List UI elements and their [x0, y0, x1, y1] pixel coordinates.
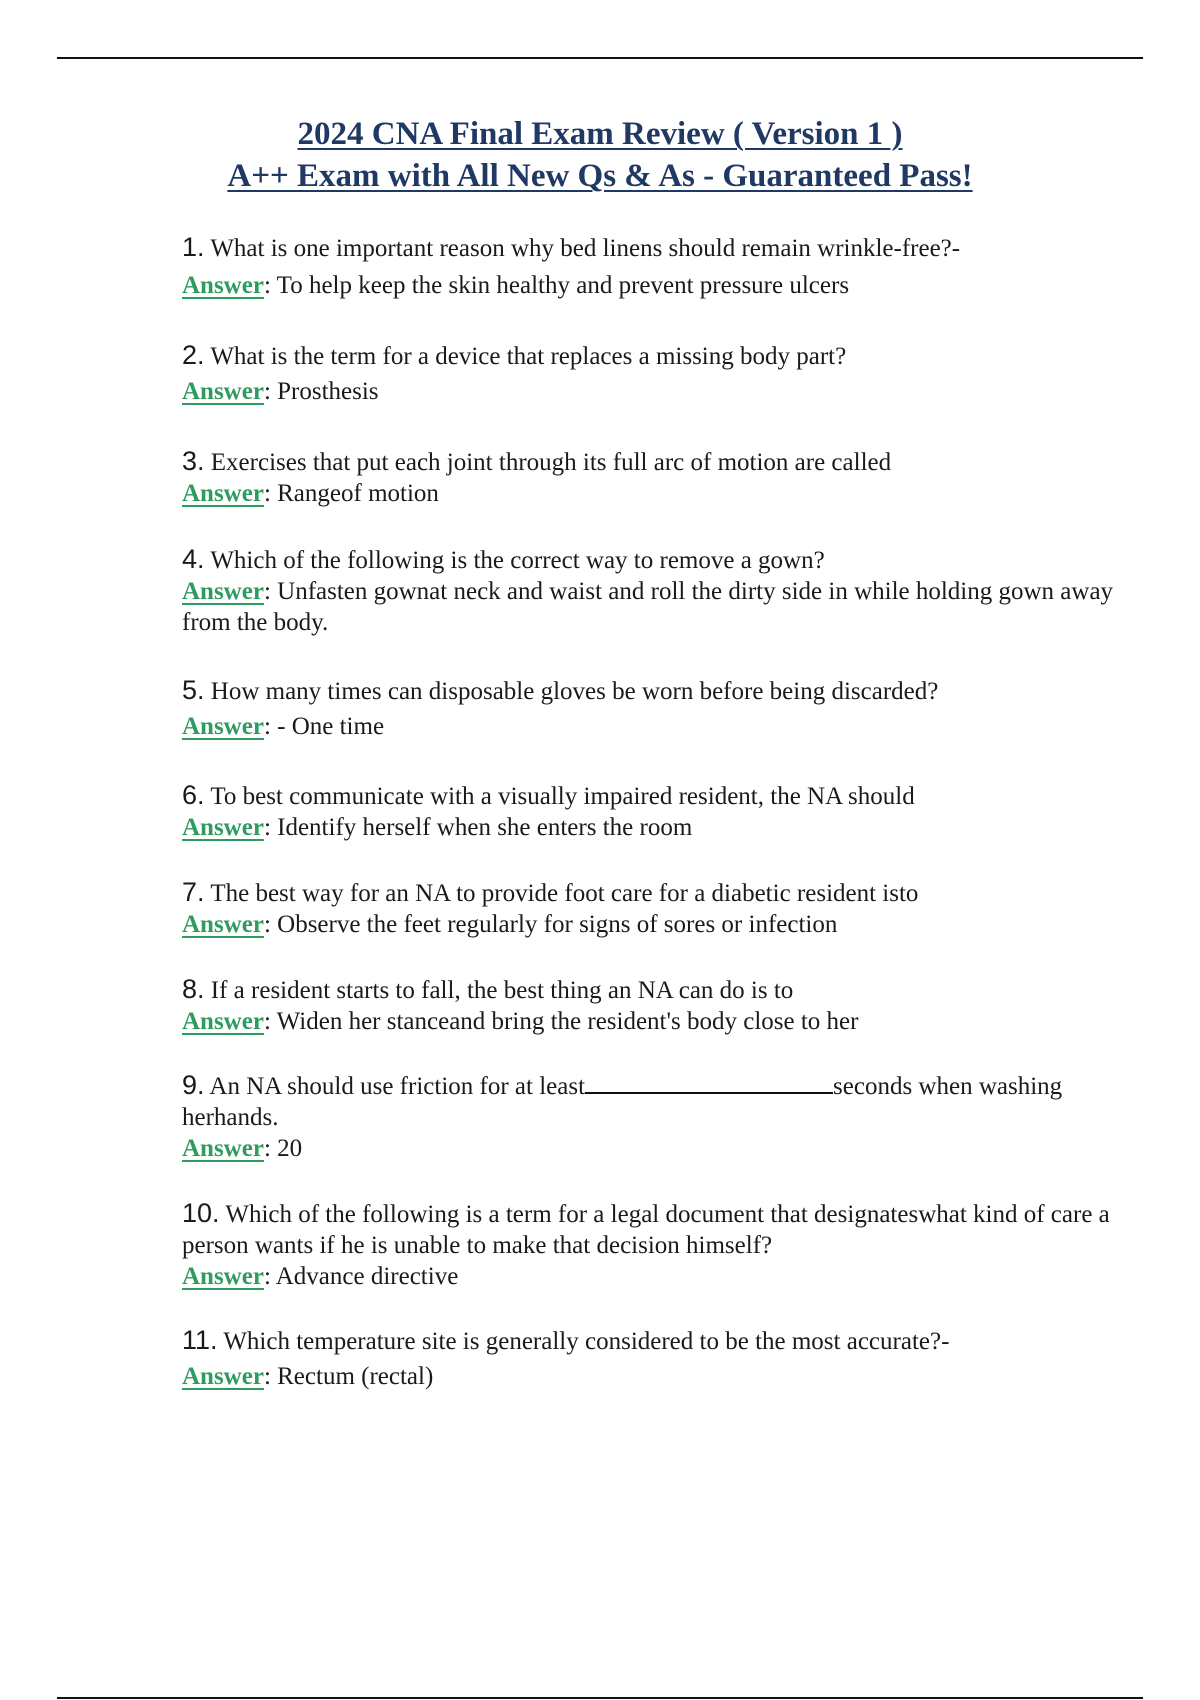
answer-label: Answer — [182, 1008, 264, 1035]
question-number: 1. — [182, 232, 205, 262]
question-item-2 — [182, 340, 1132, 407]
answer-text: Answer: Widen her stanceand bring the resident's body close to her — [182, 1008, 859, 1035]
question-number: 11. — [182, 1325, 218, 1355]
question-number: 7. — [182, 877, 205, 907]
answer-label: Answer — [182, 1263, 264, 1290]
fill-in-blank-line — [585, 1070, 833, 1094]
answer-text: Answer: Observe the feet regularly for signs of sores or infection — [182, 911, 838, 938]
question-number: 10. — [182, 1198, 220, 1228]
question-item-3 — [182, 446, 1132, 509]
answer-text: Answer: Rectum (rectal) — [182, 1363, 434, 1390]
answer-label: Answer — [182, 814, 264, 841]
question-text: 6. To best communicate with a visually impaired resident, the NA should — [182, 780, 915, 810]
question-item-1 — [182, 232, 1132, 301]
answer-label: Answer — [182, 1363, 264, 1390]
title-line-1: 2024 CNA Final Exam Review ( Version 1 ) — [297, 116, 903, 152]
answer-text: Answer: Identify herself when she enters the room — [182, 814, 693, 841]
question-number: 8. — [182, 974, 205, 1004]
answer-label: Answer — [182, 1135, 264, 1162]
question-text: 2. What is the term for a device that replaces a missing body part? — [182, 340, 847, 370]
answer-text: Answer: Prosthesis — [182, 378, 379, 405]
question-text: 11. Which temperature site is generally considered to be the most accurate?- — [182, 1325, 950, 1355]
bottom-divider — [57, 1697, 1143, 1699]
question-item-8 — [182, 974, 1132, 1037]
question-item-11 — [182, 1325, 1132, 1392]
question-text: 5. How many times can disposable gloves be worn before being discarded? — [182, 675, 939, 705]
question-text: 1. What is one important reason why bed linens should remain wrinkle-free?- — [182, 232, 961, 262]
top-divider — [57, 57, 1143, 59]
question-number: 9. — [182, 1070, 205, 1100]
question-text: 8. If a resident starts to fall, the best thing an NA can do is to — [182, 974, 794, 1004]
question-text: 3. Exercises that put each joint through its full arc of motion are called — [182, 446, 892, 476]
question-number: 6. — [182, 780, 205, 810]
question-text: 7. The best way for an NA to provide foot care for a diabetic resident isto — [182, 877, 919, 907]
question-text: 10. Which of the following is a term for a legal document that designateswhat kind of care a person wants if he is unable to make that decision himself? — [182, 1198, 1110, 1259]
answer-label: Answer — [182, 911, 264, 938]
answer-text: Answer: Advance directive — [182, 1263, 459, 1290]
question-number: 2. — [182, 340, 205, 370]
answer-text: Answer: To help keep the skin healthy and prevent pressure ulcers — [182, 272, 850, 299]
question-item-6 — [182, 780, 1132, 843]
question-item-9 — [182, 1070, 1132, 1164]
question-item-5 — [182, 675, 1132, 742]
answer-text: Answer: 20 — [182, 1135, 303, 1162]
answer-label: Answer — [182, 272, 264, 299]
answer-label: Answer — [182, 578, 264, 605]
title-line-2: A++ Exam with All New Qs & As - Guaranteed Pass! — [227, 158, 973, 194]
question-item-7 — [182, 877, 1132, 940]
question-text: 4. Which of the following is the correct way to remove a gown? — [182, 544, 825, 574]
answer-text: Answer: - One time — [182, 713, 385, 740]
question-number: 3. — [182, 446, 205, 476]
question-number: 5. — [182, 675, 205, 705]
answer-label: Answer — [182, 378, 264, 405]
document-title — [0, 113, 1200, 197]
answer-text: Answer: Rangeof motion — [182, 480, 439, 507]
question-number: 4. — [182, 544, 205, 574]
answer-label: Answer — [182, 480, 264, 507]
answer-text: Answer: Unfasten gownat neck and waist and roll the dirty side in while holding gown away from the body. — [182, 578, 1114, 636]
question-item-4 — [182, 544, 1132, 638]
question-text: 9. An NA should use friction for at least seconds when washing herhands. — [182, 1070, 1063, 1131]
answer-label: Answer — [182, 713, 264, 740]
question-item-10 — [182, 1198, 1132, 1292]
